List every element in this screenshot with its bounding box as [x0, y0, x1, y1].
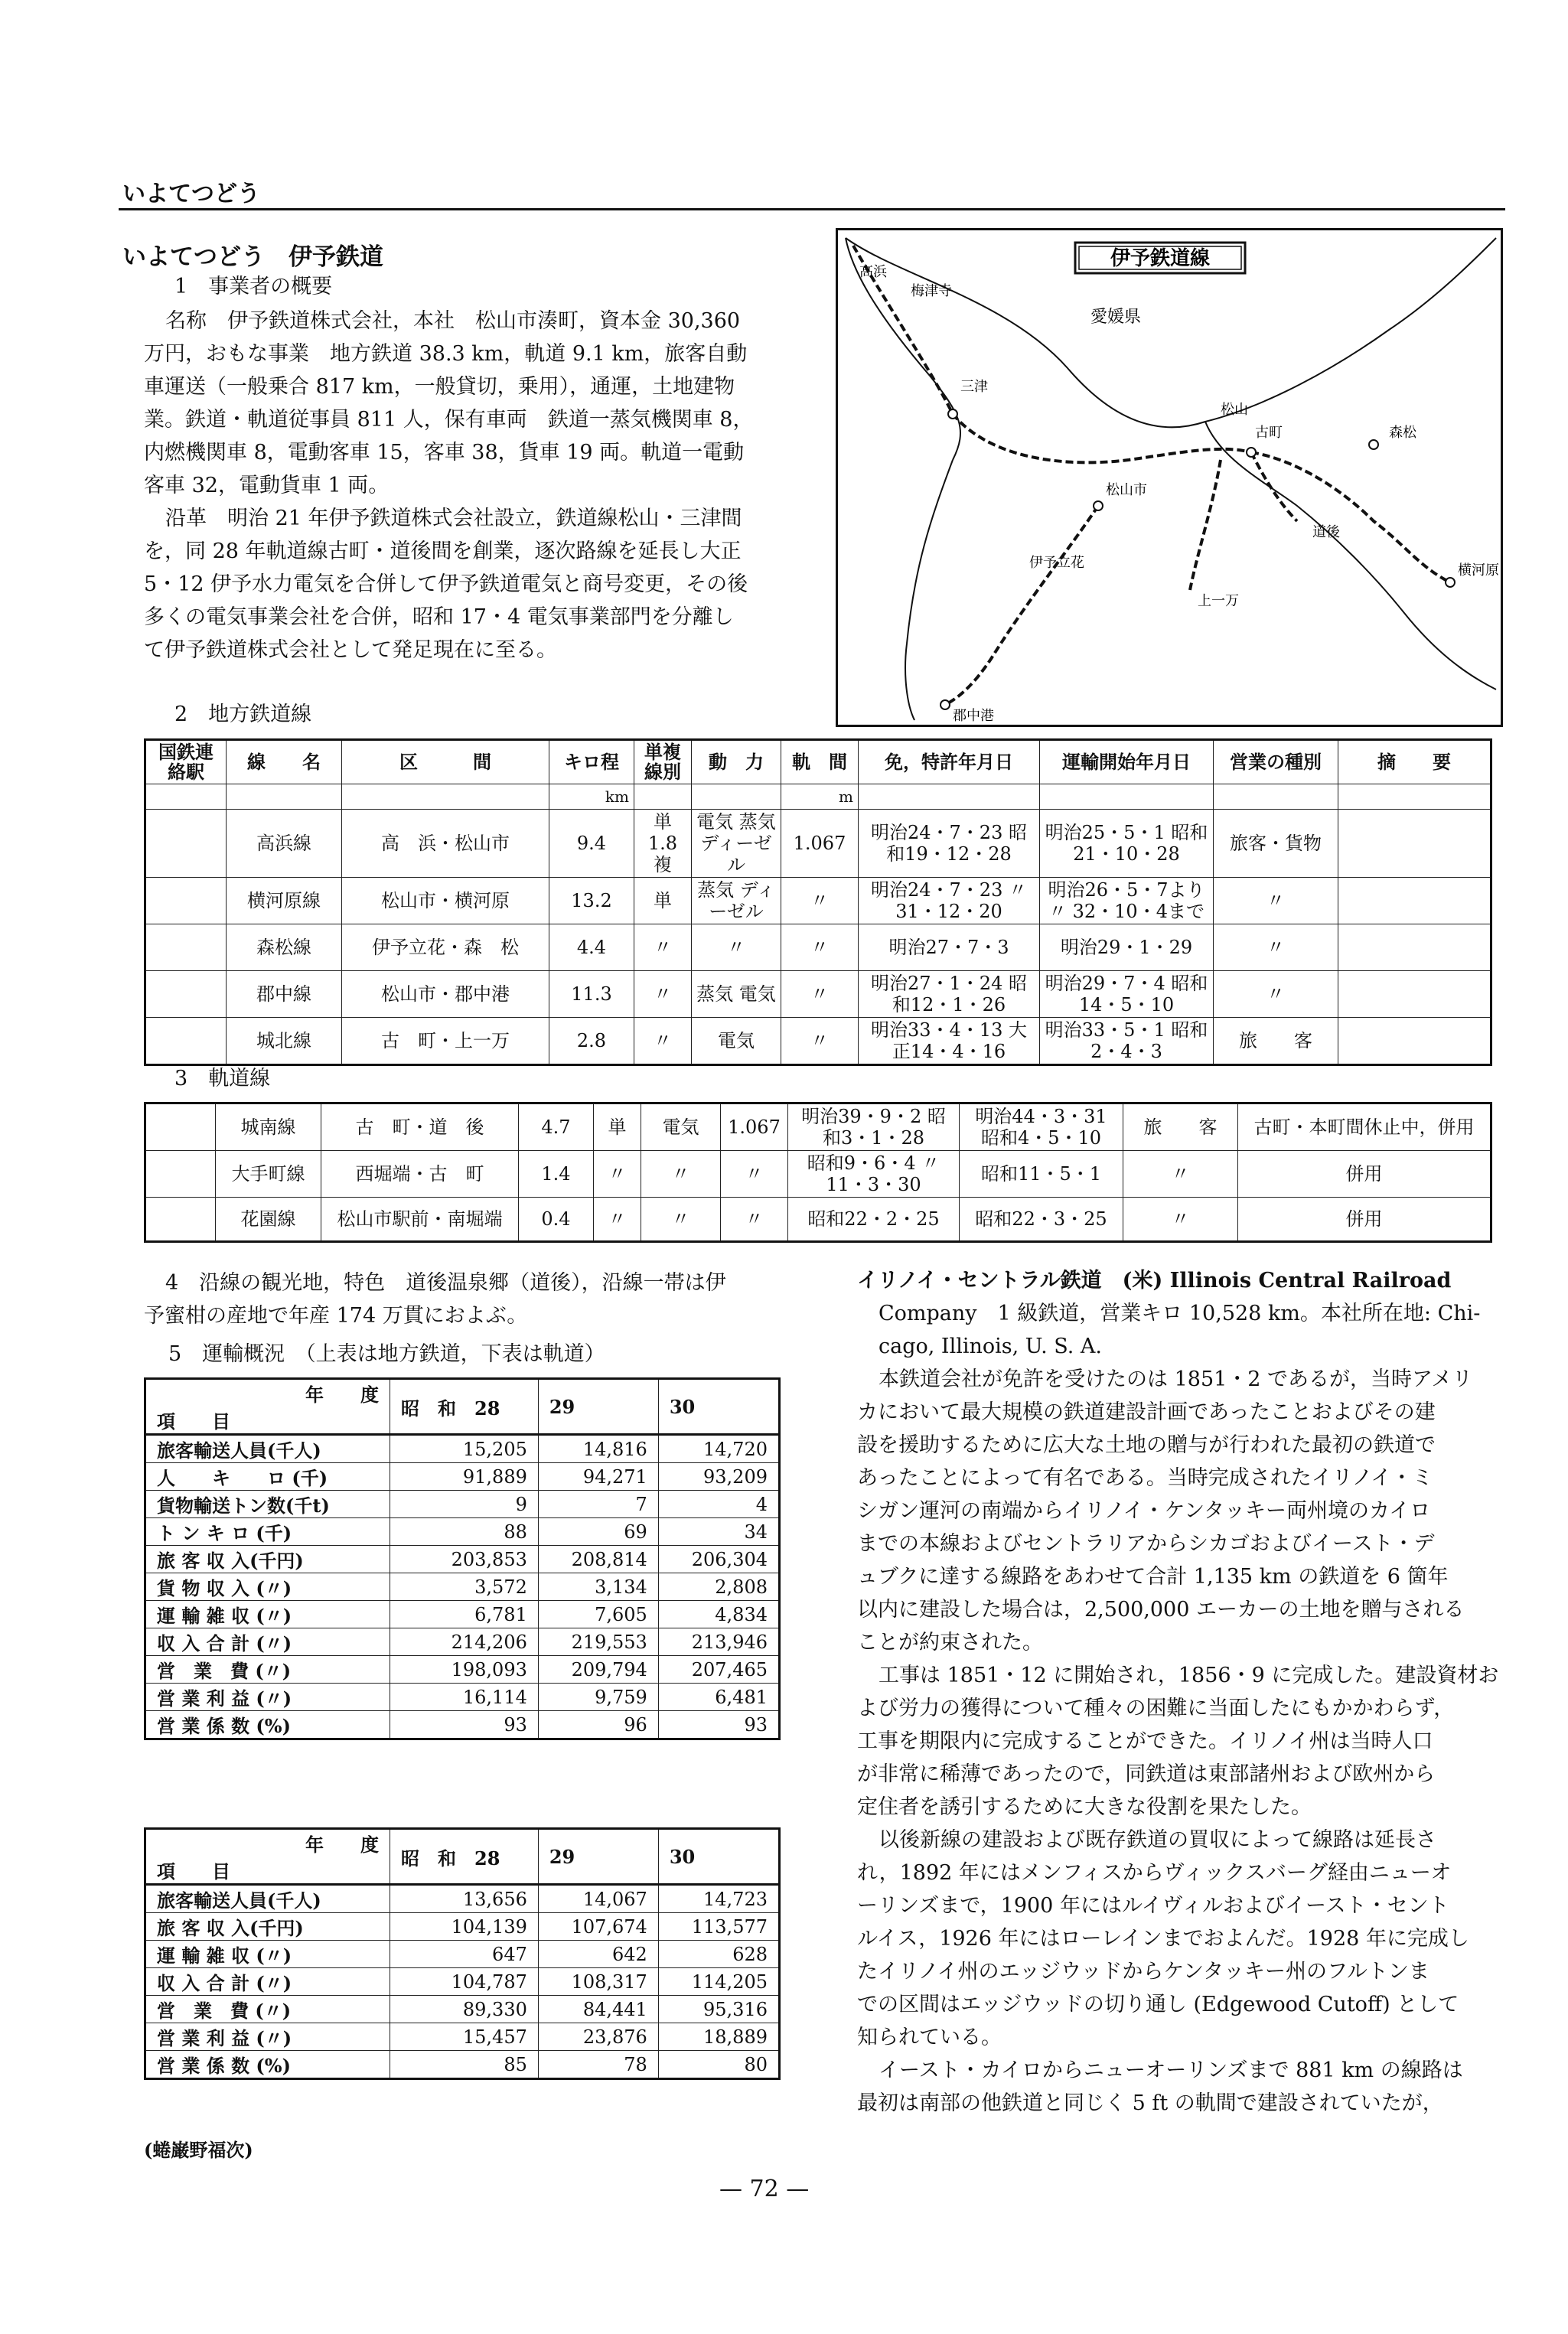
map-label-komachi: 古町: [1255, 425, 1283, 441]
section-4-body: [144, 1266, 817, 1332]
map-label-iyotachibana: 伊予立花: [1029, 555, 1084, 571]
table-cell: 4.7: [519, 1103, 594, 1151]
text-line: 工事を期限内に完成することができた。イリノイ州は当時人口: [857, 1729, 1433, 1753]
table-cell: [145, 810, 227, 878]
stats-value: 4,834: [658, 1601, 779, 1628]
table-cell: [145, 878, 227, 924]
text-line: 名称 伊予鉄道株式会社，本社 松山市湊町，資本金 30,360: [165, 309, 741, 333]
table-cell: 〃: [781, 924, 859, 971]
text-line: 工事は 1851・12 に開始され，1856・9 に完成した。建設資材お: [879, 1664, 1499, 1687]
table-cell: 西堀端・古 町: [321, 1151, 519, 1198]
stats-row: [145, 2051, 780, 2079]
text-line: ルイス，1926 年にはローレインまでおよんだ。1928 年に完成し: [857, 1927, 1469, 1951]
table-cell: [145, 1103, 216, 1151]
stats-value: 647: [390, 1941, 539, 1968]
stats-label: 旅 客 収 入(千円): [145, 1546, 390, 1573]
col-header: 国鉄連絡駅: [145, 740, 227, 784]
col-header: 軌 間: [781, 740, 859, 784]
table-cell: 高 浜・松山市: [342, 810, 549, 878]
text-line: 内燃機関車 8，電動客車 15，客車 38，貨車 19 両。軌道一電動: [144, 441, 745, 465]
stats-value: 93: [658, 1711, 779, 1739]
table-cell: [145, 1198, 216, 1242]
table-cell: 単 1.8 複: [634, 810, 692, 878]
stats-value: 14,723: [658, 1885, 779, 1913]
route-map-drawing: [838, 230, 1501, 725]
stats-value: 4: [658, 1491, 779, 1518]
stats-header-row: [145, 1379, 780, 1435]
table-cell: 松山市駅前・南堀端: [321, 1198, 519, 1242]
stats-label: 運 輸 雑 収 (〃): [145, 1601, 390, 1628]
tram-lines-table: [144, 1102, 1492, 1243]
unit-cell: m: [781, 784, 859, 810]
text-line: 万円，おもな事業 地方鉄道 38.3 km，軌道 9.1 km，旅客自動: [144, 342, 748, 366]
stats-row: [145, 1885, 780, 1913]
unit-cell: [342, 784, 549, 810]
map-label-morimatsu: 森松: [1389, 425, 1416, 441]
stats-label: 営 業 係 数 (%): [145, 1711, 390, 1739]
stats-value: 214,206: [390, 1628, 539, 1656]
table-cell: 伊予立花・森 松: [342, 924, 549, 971]
stats-value: 78: [538, 2051, 658, 2079]
table-cell: 明治25・5・1 昭和21・10・28: [1040, 810, 1214, 878]
table-cell: 明治27・7・3: [859, 924, 1040, 971]
stats-value: 642: [538, 1941, 658, 1968]
stats-value: 14,067: [538, 1885, 658, 1913]
text-line: イースト・カイロからニューオーリンズまで 881 km の線路は: [879, 2059, 1463, 2082]
stats-row: [145, 1684, 780, 1711]
stats-value: 9: [390, 1491, 539, 1518]
text-line: を，同 28 年軌道線古町・道後間を創業，逐次路線を延長し大正: [144, 539, 742, 563]
stats-label: 営 業 利 益 (〃): [145, 1684, 390, 1711]
table-cell: 昭和22・2・25: [788, 1198, 960, 1242]
stats-value: 6,481: [658, 1684, 779, 1711]
table-cell: 明治24・7・23 〃 31・12・20: [859, 878, 1040, 924]
table-cell: 明治24・7・23 昭和19・12・28: [859, 810, 1040, 878]
table-cell: 明治39・9・2 昭和3・1・28: [788, 1103, 960, 1151]
stats-value: 9,759: [538, 1684, 658, 1711]
table-cell: 併用: [1238, 1151, 1491, 1198]
stats-row: [145, 1491, 780, 1518]
table-row: [145, 1151, 1491, 1198]
table-cell: 古 町・道 後: [321, 1103, 519, 1151]
unit-cell: [859, 784, 1040, 810]
col-header: 動 力: [692, 740, 781, 784]
text-line: 車運送（一般乗合 817 km，一般貸切，乗用），通運，土地建物: [144, 375, 735, 399]
stats-row: [145, 1996, 780, 2023]
text-line: 客車 32，電動貨車 1 両。: [144, 474, 390, 497]
table-cell: 〃: [1123, 1198, 1238, 1242]
stats-value: 14,720: [658, 1435, 779, 1463]
table-cell: 古町・本町間休止中，併用: [1238, 1103, 1491, 1151]
table-cell: 花園線: [216, 1198, 321, 1242]
section-1-heading: 1 事業者の概要: [174, 275, 333, 298]
table-cell: [145, 1151, 216, 1198]
table-cell: 9.4: [549, 810, 634, 878]
stats-label: 旅 客 収 入(千円): [145, 1913, 390, 1941]
stats-row: [145, 1656, 780, 1684]
stats-value: 15,205: [390, 1435, 539, 1463]
stats-year-cell: 29: [538, 1379, 658, 1435]
page-number: — 72 —: [719, 2176, 810, 2202]
map-label-mitsu: 三津: [960, 379, 988, 395]
table-cell: 〃: [781, 1018, 859, 1065]
col-header: 営業の種別: [1214, 740, 1338, 784]
table-cell: [1338, 924, 1491, 971]
table-row: [145, 810, 1491, 878]
table-cell: 城北線: [227, 1018, 342, 1065]
table-cell: 1.4: [519, 1151, 594, 1198]
stats-value: 94,271: [538, 1463, 658, 1491]
stats-row: [145, 1601, 780, 1628]
stats-value: 6,781: [390, 1601, 539, 1628]
text-line: 最初は南部の他鉄道と同じく 5 ft の軌間で建設されていたが，: [857, 2091, 1443, 2115]
stats-header-cell: 年 度 項 目: [145, 1829, 390, 1885]
stats-row: [145, 1463, 780, 1491]
col-header: キロ程: [549, 740, 634, 784]
unit-cell: [145, 784, 227, 810]
header-rule: [119, 208, 1505, 210]
table-cell: 城南線: [216, 1103, 321, 1151]
table-row: [145, 1198, 1491, 1242]
map-label-ehime: 愛媛県: [1090, 308, 1142, 327]
stats-value: 91,889: [390, 1463, 539, 1491]
table-cell: 〃: [781, 878, 859, 924]
col-header: 免，特許年月日: [859, 740, 1040, 784]
map-label-baishinji: 梅津寺: [911, 283, 952, 299]
stats-value: 13,656: [390, 1885, 539, 1913]
table-row: [145, 971, 1491, 1018]
text-line: 定住者を誘引するために大きな役割を果たした。: [857, 1795, 1312, 1819]
unit-cell: [634, 784, 692, 810]
text-line: 以後新線の建設および既存鉄道の買収によって線路は延長さ: [879, 1828, 1436, 1852]
text-line: 4 沿線の観光地，特色 道後温泉郷（道後），沿線一帯は伊: [165, 1271, 726, 1295]
table-cell: 単: [594, 1103, 641, 1151]
stats-value: 84,441: [538, 1996, 658, 2023]
table-row: [145, 1103, 1491, 1151]
map-title: 伊予鉄道線: [1110, 247, 1211, 270]
text-line: たイリノイ州のエッジウッドからケンタッキー州のフルトンま: [857, 1960, 1429, 1984]
stats-label: ト ン キ ロ (千): [145, 1518, 390, 1546]
stats-value: 206,304: [658, 1546, 779, 1573]
stats-label: 収 入 合 計 (〃): [145, 1628, 390, 1656]
table-row: [145, 1018, 1491, 1065]
stats-label: 貨 物 収 入 (〃): [145, 1573, 390, 1601]
running-header: いよてつどう: [122, 181, 260, 207]
stats-year-cell: 昭 和 28: [390, 1379, 539, 1435]
text-line: cago, Illinois, U. S. A.: [879, 1335, 1103, 1358]
stats-label: 営 業 利 益 (〃): [145, 2023, 390, 2051]
text-line: て伊予鉄道株式会社として発足現在に至る。: [144, 638, 557, 662]
stats-value: 114,205: [658, 1968, 779, 1996]
table-cell: 2.8: [549, 1018, 634, 1065]
stats-value: 23,876: [538, 2023, 658, 2051]
text-line: れ，1892 年にはメンフィスからヴィックスバーグ経由ニューオ: [857, 1861, 1452, 1885]
table-cell: 〃: [692, 924, 781, 971]
stats-value: 107,674: [538, 1913, 658, 1941]
stats-label: 人 キ ロ (千): [145, 1463, 390, 1491]
col-header: 単複線別: [634, 740, 692, 784]
stats-value: 34: [658, 1518, 779, 1546]
author-credit: (蜷巌野福次): [144, 2139, 253, 2161]
stats-value: 15,457: [390, 2023, 539, 2051]
unit-cell: [1214, 784, 1338, 810]
text-line: 業。鉄道・軌道従事員 811 人，保有車両 鉄道一蒸気機関車 8，: [144, 408, 754, 432]
stats-row: [145, 1518, 780, 1546]
text-line: 本鉄道会社が免許を受けたのは 1851・2 であるが，当時アメリ: [879, 1367, 1473, 1391]
stats-header-cell: 年 度 項 目: [145, 1379, 390, 1435]
table-cell: 電気: [641, 1103, 721, 1151]
table-header-row: [145, 740, 1491, 784]
table-cell: 〃: [721, 1198, 788, 1242]
table-cell: 〃: [781, 971, 859, 1018]
section-1-body: [144, 305, 817, 667]
table-cell: 11.3: [549, 971, 634, 1018]
text-line: よび労力の獲得について種々の困難に当面したにもかかわらず，: [857, 1697, 1455, 1720]
stats-year-cell: 29: [538, 1829, 658, 1885]
table-cell: 〃: [594, 1198, 641, 1242]
table-row: [145, 924, 1491, 971]
unit-cell: km: [549, 784, 634, 810]
illinois-title-line: イリノイ・セントラル鉄道 (米) Illinois Central Railroad: [857, 1269, 1452, 1293]
table-cell: 明治33・5・1 昭和2・4・3: [1040, 1018, 1214, 1065]
stats-value: 18,889: [658, 2023, 779, 2051]
section-5-heading: 5 運輸概況 （上表は地方鉄道，下表は軌道）: [168, 1342, 605, 1366]
text-line: 設を援助するために広大な土地の贈与が行われた最初の鉄道で: [857, 1433, 1436, 1457]
table-cell: 明治29・7・4 昭和14・5・10: [1040, 971, 1214, 1018]
stats-value: 16,114: [390, 1684, 539, 1711]
map-label-dogo: 道後: [1312, 524, 1340, 540]
table-cell: 旅 客: [1123, 1103, 1238, 1151]
stats-label: 運 輸 雑 収 (〃): [145, 1941, 390, 1968]
table-cell: 森松線: [227, 924, 342, 971]
stats-value: 113,577: [658, 1913, 779, 1941]
stats-row: [145, 2023, 780, 2051]
table-cell: 明治33・4・13 大正14・4・16: [859, 1018, 1040, 1065]
stats-label: 貨物輸送トン数(千t): [145, 1491, 390, 1518]
stats-year-cell: 昭 和 28: [390, 1829, 539, 1885]
table-cell: 〃: [594, 1151, 641, 1198]
illinois-article: [857, 1264, 1500, 2120]
stats-label: 営 業 費 (〃): [145, 1996, 390, 2023]
unit-cell: [1040, 784, 1214, 810]
unit-cell: [692, 784, 781, 810]
stats-value: 93: [390, 1711, 539, 1739]
stats-value: 2,808: [658, 1573, 779, 1601]
stats-year-cell: 30: [658, 1379, 779, 1435]
stats-value: 219,553: [538, 1628, 658, 1656]
text-line: ことが約束された。: [857, 1631, 1043, 1654]
table-row: [145, 878, 1491, 924]
stats-row: [145, 1546, 780, 1573]
table-cell: 大手町線: [216, 1151, 321, 1198]
stats-row: [145, 1435, 780, 1463]
stats-value: 628: [658, 1941, 779, 1968]
table-cell: 1.067: [721, 1103, 788, 1151]
col-header: 摘 要: [1338, 740, 1491, 784]
stats-value: 88: [390, 1518, 539, 1546]
text-line: 多くの電気事業会社を合併，昭和 17・4 電気事業部門を分離し: [144, 605, 734, 629]
text-line: までの本線およびセントラリアからシカゴおよびイースト・デ: [857, 1532, 1435, 1556]
stats-value: 14,816: [538, 1435, 658, 1463]
stats-value: 198,093: [390, 1656, 539, 1684]
stats-value: 108,317: [538, 1968, 658, 1996]
map-label-gunchuko: 郡中港: [953, 708, 994, 724]
table-cell: 1.067: [781, 810, 859, 878]
table-cell: 〃: [634, 924, 692, 971]
table-cell: 電気: [692, 1018, 781, 1065]
route-map: [836, 228, 1503, 727]
text-line: 以内に建設した場合は，2,500,000 エーカーの土地を贈与される: [857, 1598, 1465, 1622]
col-header: 区 間: [342, 740, 549, 784]
map-label-takahama: 高浜: [859, 264, 887, 280]
table-cell: 〃: [721, 1151, 788, 1198]
stats-label: 営 業 係 数 (%): [145, 2051, 390, 2079]
table-cell: 併用: [1238, 1198, 1491, 1242]
stats-rail-table: [144, 1377, 781, 1740]
table-cell: [1338, 971, 1491, 1018]
table-cell: [1338, 1018, 1491, 1065]
col-header: 運輸開始年月日: [1040, 740, 1214, 784]
table-cell: 横河原線: [227, 878, 342, 924]
stats-value: 209,794: [538, 1656, 658, 1684]
table-cell: 古 町・上一万: [342, 1018, 549, 1065]
table-cell: 明治44・3・31 昭和4・5・10: [960, 1103, 1123, 1151]
stats-value: 69: [538, 1518, 658, 1546]
table-cell: 0.4: [519, 1198, 594, 1242]
table-cell: 〃: [1214, 924, 1338, 971]
text-line: ュブクに達する線路をあわせて合計 1,135 km の鉄道を 6 箇年: [857, 1565, 1449, 1589]
table-cell: 高浜線: [227, 810, 342, 878]
table-cell: 昭和22・3・25: [960, 1198, 1123, 1242]
text-line: 5・12 伊予水力電気を合併して伊予鉄道電気と商号変更，その後: [144, 572, 748, 596]
stats-value: 93,209: [658, 1463, 779, 1491]
table-cell: 〃: [1123, 1151, 1238, 1198]
table-cell: [1338, 878, 1491, 924]
stats-row: [145, 1628, 780, 1656]
article-title: いよてつどう 伊予鉄道: [122, 243, 383, 271]
text-line: シガン運河の南端からイリノイ・ケンタッキー両州境のカイロ: [857, 1499, 1431, 1523]
stats-tram-table: [144, 1827, 781, 2080]
table-cell: 〃: [634, 1018, 692, 1065]
unit-cell: [1338, 784, 1491, 810]
stats-header-row: [145, 1829, 780, 1885]
table-cell: 〃: [634, 971, 692, 1018]
rail-lines-table: [144, 738, 1492, 1066]
text-line: 予蜜柑の産地で年産 174 万貫におよぶ。: [144, 1304, 528, 1328]
stats-value: 95,316: [658, 1996, 779, 2023]
stats-row: [145, 1941, 780, 1968]
text-line: カにおいて最大規模の鉄道建設計画であったことおよびその建: [857, 1400, 1436, 1424]
table-cell: [145, 1018, 227, 1065]
table-cell: 単: [634, 878, 692, 924]
stats-value: 80: [658, 2051, 779, 2079]
table-cell: 明治29・1・29: [1040, 924, 1214, 971]
table-cell: 4.4: [549, 924, 634, 971]
unit-row: [145, 784, 1491, 810]
table-cell: 明治27・1・24 昭和12・1・26: [859, 971, 1040, 1018]
map-label-matsuyama: 松山: [1221, 402, 1248, 418]
table-cell: 〃: [1214, 971, 1338, 1018]
stats-row: [145, 1711, 780, 1739]
stats-value: 104,787: [390, 1968, 539, 1996]
stats-value: 203,853: [390, 1546, 539, 1573]
table-cell: 〃: [641, 1198, 721, 1242]
text-line: Company 1 級鉄道，営業キロ 10,528 km。本社所在地: Chi-: [879, 1302, 1481, 1325]
table-cell: 昭和11・5・1: [960, 1151, 1123, 1198]
table-cell: 旅客・貨物: [1214, 810, 1338, 878]
table-cell: 明治26・5・7より 〃 32・10・4まで: [1040, 878, 1214, 924]
stats-value: 96: [538, 1711, 658, 1739]
table-cell: [1338, 810, 1491, 878]
stats-value: 208,814: [538, 1546, 658, 1573]
text-line: での区間はエッジウッドの切り通し (Edgewood Cutoff) として: [857, 1993, 1459, 2016]
stats-value: 213,946: [658, 1628, 779, 1656]
table-cell: 蒸気 ディーゼル: [692, 878, 781, 924]
table-cell: 電気 蒸気 ディーゼル: [692, 810, 781, 878]
stats-value: 89,330: [390, 1996, 539, 2023]
table-cell: 松山市・郡中港: [342, 971, 549, 1018]
map-label-matsuyamashi: 松山市: [1106, 482, 1147, 498]
table-cell: [145, 971, 227, 1018]
table-cell: 13.2: [549, 878, 634, 924]
stats-value: 3,134: [538, 1573, 658, 1601]
stats-label: 収 入 合 計 (〃): [145, 1968, 390, 1996]
table-cell: 〃: [641, 1151, 721, 1198]
stats-value: 7: [538, 1491, 658, 1518]
text-line: 沿革 明治 21 年伊予鉄道株式会社設立，鉄道線松山・三津間: [165, 507, 742, 530]
table-cell: 松山市・横河原: [342, 878, 549, 924]
text-line: あったことによって有名である。当時完成されたイリノイ・ミ: [857, 1466, 1433, 1490]
text-line: が非常に稀薄であったので，同鉄道は東部諸州および欧州から: [857, 1762, 1436, 1786]
stats-value: 3,572: [390, 1573, 539, 1601]
table-cell: 昭和9・6・4 〃 11・3・30: [788, 1151, 960, 1198]
stats-year-cell: 30: [658, 1829, 779, 1885]
table-cell: 〃: [1214, 878, 1338, 924]
table-cell: 旅 客: [1214, 1018, 1338, 1065]
stats-value: 207,465: [658, 1656, 779, 1684]
stats-row: [145, 1573, 780, 1601]
stats-value: 104,139: [390, 1913, 539, 1941]
table-cell: 郡中線: [227, 971, 342, 1018]
col-header: 線 名: [227, 740, 342, 784]
stats-label: 旅客輸送人員(千人): [145, 1435, 390, 1463]
section-2-heading: 2 地方鉄道線: [174, 702, 312, 726]
section-3-heading: 3 軌道線: [174, 1067, 271, 1090]
table-cell: 蒸気 電気: [692, 971, 781, 1018]
stats-row: [145, 1913, 780, 1941]
unit-cell: [227, 784, 342, 810]
stats-value: 7,605: [538, 1601, 658, 1628]
text-line: 知られている。: [857, 2026, 1002, 2049]
stats-label: 旅客輸送人員(千人): [145, 1885, 390, 1913]
stats-label: 営 業 費 (〃): [145, 1656, 390, 1684]
map-label-kamiichiman: 上一万: [1198, 593, 1239, 609]
stats-row: [145, 1968, 780, 1996]
stats-value: 85: [390, 2051, 539, 2079]
table-cell: [145, 924, 227, 971]
map-label-yokogawara: 横河原: [1458, 562, 1499, 579]
text-line: ーリンズまで，1900 年にはルイヴィルおよびイースト・セント: [857, 1894, 1449, 1918]
